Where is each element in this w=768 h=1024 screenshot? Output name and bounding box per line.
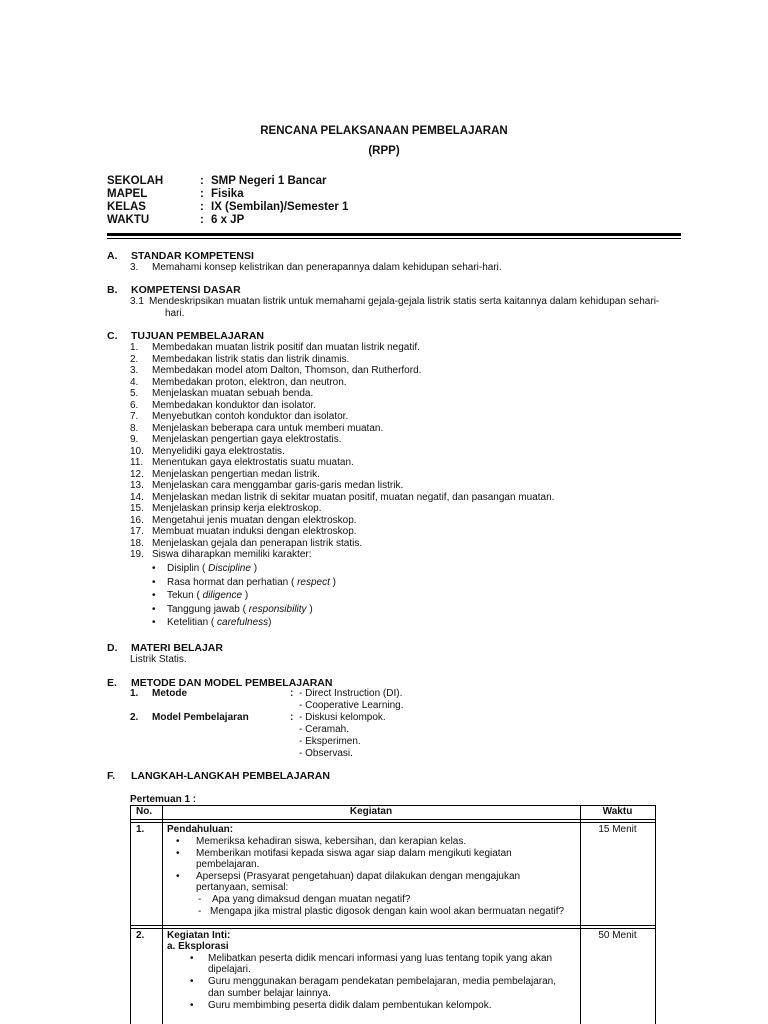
- dash-marker: -: [198, 894, 202, 905]
- row-number: 1.: [136, 824, 145, 835]
- objective-number: 14.: [130, 491, 144, 503]
- objective-text: Menjelaskan pengertian gaya elektrostatis.: [152, 434, 342, 445]
- character-close: ): [242, 590, 249, 601]
- identity-colon: :: [200, 188, 204, 200]
- row-bullet-text: pertanyaan, semisal:: [196, 882, 289, 893]
- bullet-icon: •: [190, 1000, 194, 1011]
- model-number: 2.: [130, 712, 139, 723]
- identity-key: KELAS: [107, 201, 146, 213]
- row-bullet-text: Guru membimbing peserta didik dalam pembentukan kelompok.: [208, 1000, 492, 1011]
- metode-label: Metode: [152, 688, 187, 699]
- table-border: [130, 805, 131, 1024]
- character-label: Disiplin (: [167, 563, 209, 574]
- character-item: [167, 589, 248, 603]
- model-colon: :: [290, 712, 294, 723]
- section-title: STANDAR KOMPETENSI: [131, 250, 254, 262]
- character-label: Tekun (: [167, 590, 203, 601]
- table-border: [130, 928, 656, 929]
- objective-text: Menjelaskan medan listrik di sekitar muatan positif, muatan negatif, dan pasangan muatan.: [152, 491, 555, 503]
- bullet-icon: •: [152, 603, 156, 615]
- bullet-icon: •: [152, 617, 156, 628]
- sk-number: 3.: [130, 262, 139, 273]
- bullet-icon: •: [190, 953, 194, 964]
- objective-number: 11.: [130, 457, 144, 468]
- section-title: MATERI BELAJAR: [131, 642, 223, 654]
- sk-text: Memahami konsep kelistrikan dan penerapannya dalam kehidupan sehari-hari.: [152, 262, 502, 273]
- question-text: Apa yang dimaksud dengan muatan negatif?: [212, 894, 411, 905]
- objective-number: 5.: [130, 388, 139, 399]
- header-rule-thick: [107, 233, 681, 236]
- row-bullet-text: Memberikan motifasi kepada siswa agar siap dalam mengikuti kegiatan: [196, 848, 512, 859]
- objective-number: 17.: [130, 526, 144, 537]
- header-rule-thin: [107, 238, 681, 239]
- row-time: 50 Menit: [598, 930, 637, 941]
- row-subheading: a. Eksplorasi: [167, 941, 229, 952]
- character-english: carefulness: [217, 617, 269, 628]
- section-title: KOMPETENSI DASAR: [131, 284, 241, 296]
- model-item: - Eksperimen.: [299, 736, 361, 747]
- character-english: diligence: [202, 590, 243, 601]
- row-bullet-text: Apersepsi (Prasyarat pengetahuan) dapat dilakukan dengan mengajukan: [196, 871, 521, 882]
- objective-number: 10.: [130, 445, 144, 457]
- objective-number: 15.: [130, 503, 144, 514]
- objective-text: Membuat muatan induksi dengan elektroskop.: [152, 526, 357, 537]
- document-title: RENCANA PELAKSANAAN PEMBELAJARAN: [260, 125, 508, 137]
- identity-key: WAKTU: [107, 214, 150, 226]
- metode-number: 1.: [130, 688, 139, 699]
- character-label: Tanggung jawab (: [167, 603, 249, 615]
- objective-text: Menjelaskan muatan sebuah benda.: [152, 388, 314, 399]
- objective-text: Menyebutkan contoh konduktor dan isolator.: [152, 411, 349, 422]
- objective-number: 12.: [130, 468, 144, 480]
- kd-text-line1: Mendeskripsikan muatan listrik untuk memahami gejala-gejala listrik statis serta kaitannya dalam kehidupan sehari-: [149, 296, 660, 307]
- kd-text-line2: hari.: [165, 308, 185, 319]
- identity-colon: :: [200, 201, 204, 213]
- identity-value: Fisika: [211, 188, 244, 200]
- character-close: ): [268, 617, 272, 628]
- objective-number: 18.: [130, 537, 144, 549]
- objective-number: 7.: [130, 411, 139, 422]
- objective-number: 13.: [130, 480, 144, 491]
- objective-text: Menyelidiki gaya elektrostatis.: [152, 445, 285, 457]
- character-item: [167, 603, 313, 617]
- table-border: [130, 822, 656, 823]
- row-bullet-text: pembelajaran.: [196, 859, 260, 870]
- meeting-label: Pertemuan 1 :: [130, 794, 197, 805]
- row-title: Kegiatan Inti:: [167, 930, 231, 941]
- objective-text: Menentukan gaya elektrostatis suatu muatan.: [152, 457, 354, 468]
- character-item: [167, 616, 272, 630]
- objective-text: Membedakan listrik statis dan listrik dinamis.: [152, 353, 350, 365]
- table-border: [655, 805, 656, 1024]
- identity-colon: :: [200, 214, 204, 226]
- model-label: Model Pembelajaran: [152, 712, 249, 723]
- identity-value: 6 x JP: [211, 214, 245, 226]
- model-item: - Diskusi kelompok.: [299, 712, 386, 723]
- objective-text: Menjelaskan gejala dan penerapan listrik statis.: [152, 537, 363, 549]
- character-close: ): [250, 563, 258, 574]
- table-border: [130, 925, 656, 926]
- question-text: Mengapa jika mistral plastic digosok dengan kain wool akan bermuatan negatif?: [210, 906, 565, 917]
- bullet-icon: •: [176, 836, 180, 847]
- metode-colon: :: [290, 688, 294, 699]
- bullet-icon: •: [152, 590, 156, 601]
- identity-value: SMP Negeri 1 Bancar: [211, 175, 327, 187]
- character-label: Rasa hormat dan perhatian (: [167, 576, 298, 588]
- row-title: Pendahuluan:: [167, 824, 234, 835]
- row-bullet-text: Melibatkan peserta didik mencari informasi yang luas tentang topik yang akan: [208, 953, 553, 964]
- section-title: METODE DAN MODEL PEMBELAJARAN: [131, 677, 333, 689]
- header-no: No.: [136, 806, 153, 817]
- objective-number: 9.: [130, 434, 139, 445]
- dash-marker: -: [198, 906, 202, 917]
- section-title: TUJUAN PEMBELAJARAN: [131, 330, 265, 342]
- objective-text: Menjelaskan prinsip kerja elektroskop.: [152, 503, 322, 514]
- character-label: Ketelitian (: [167, 617, 218, 628]
- bullet-icon: •: [152, 576, 156, 588]
- model-item: - Ceramah.: [299, 724, 350, 735]
- header-kegiatan: Kegiatan: [349, 806, 393, 817]
- objective-number: 3.: [130, 365, 139, 376]
- character-close: ): [306, 603, 313, 615]
- objective-number: 19.: [130, 549, 144, 560]
- row-bullet-text: dan sumber belajar lainnya.: [208, 988, 331, 999]
- metode-item: - Direct Instruction (DI).: [299, 688, 403, 699]
- objective-text: Membedakan muatan listrik positif dan muatan listrik negatif.: [152, 342, 420, 353]
- objective-number: 1.: [130, 342, 139, 353]
- objective-number: 16.: [130, 514, 144, 526]
- objective-number: 2.: [130, 353, 139, 365]
- bullet-icon: •: [190, 976, 194, 987]
- character-english: Discipline: [208, 563, 251, 574]
- section-letter: B.: [107, 284, 118, 296]
- objective-text: Mengetahui jenis muatan dengan elektroskop.: [152, 514, 357, 526]
- objective-text: Membedakan model atom Dalton, Thomson, dan Rutherford.: [152, 365, 422, 376]
- section-letter: C.: [107, 330, 118, 342]
- objective-text: Menjelaskan cara menggambar garis-garis medan listrik.: [152, 480, 404, 491]
- identity-key: MAPEL: [107, 188, 148, 200]
- row-number: 2.: [136, 930, 145, 941]
- model-item: - Observasi.: [299, 748, 353, 759]
- character-english: responsibility: [248, 603, 307, 615]
- objective-number: 8.: [130, 422, 139, 434]
- row-time: 15 Menit: [598, 824, 637, 835]
- objective-number: 6.: [130, 399, 139, 411]
- materi-text: Listrik Statis.: [130, 654, 187, 665]
- character-item: [167, 576, 336, 590]
- document-subtitle: (RPP): [368, 145, 400, 157]
- row-bullet-text: dipelajari.: [208, 964, 251, 975]
- section-letter: D.: [107, 642, 118, 654]
- section-letter: E.: [107, 677, 117, 689]
- section-title: LANGKAH-LANGKAH PEMBELAJARAN: [131, 770, 330, 782]
- table-border: [580, 805, 581, 1024]
- objective-text: Membedakan proton, elektron, dan neutron.: [152, 376, 347, 388]
- objective-text: Siswa diharapkan memiliki karakter:: [152, 549, 312, 560]
- row-bullet-text: Guru menggunakan beragam pendekatan pembelajaran, media pembelajaran,: [208, 976, 557, 987]
- bullet-icon: •: [176, 848, 180, 859]
- character-close: ): [329, 576, 336, 588]
- metode-item: - Cooperative Learning.: [299, 700, 404, 711]
- character-english: respect: [297, 576, 330, 588]
- section-letter: F.: [107, 770, 116, 782]
- objective-text: Menjelaskan beberapa cara untuk memberi muatan.: [152, 422, 384, 434]
- objective-text: Membedakan konduktor dan isolator.: [152, 399, 316, 411]
- table-border: [130, 819, 656, 820]
- objective-number: 4.: [130, 376, 139, 388]
- objective-text: Menjelaskan pengertian medan listrik.: [152, 468, 320, 480]
- bullet-icon: •: [176, 871, 180, 882]
- identity-value: IX (Sembilan)/Semester 1: [211, 201, 349, 213]
- section-letter: A.: [107, 250, 118, 262]
- bullet-icon: •: [152, 563, 156, 574]
- identity-colon: :: [200, 175, 204, 187]
- character-item: [167, 562, 257, 576]
- identity-key: SEKOLAH: [107, 175, 164, 187]
- kd-number: 3.1: [130, 296, 144, 307]
- table-border: [162, 805, 163, 1024]
- header-waktu: Waktu: [602, 806, 633, 817]
- row-bullet-text: Memeriksa kehadiran siswa, kebersihan, dan kerapian kelas.: [196, 836, 467, 847]
